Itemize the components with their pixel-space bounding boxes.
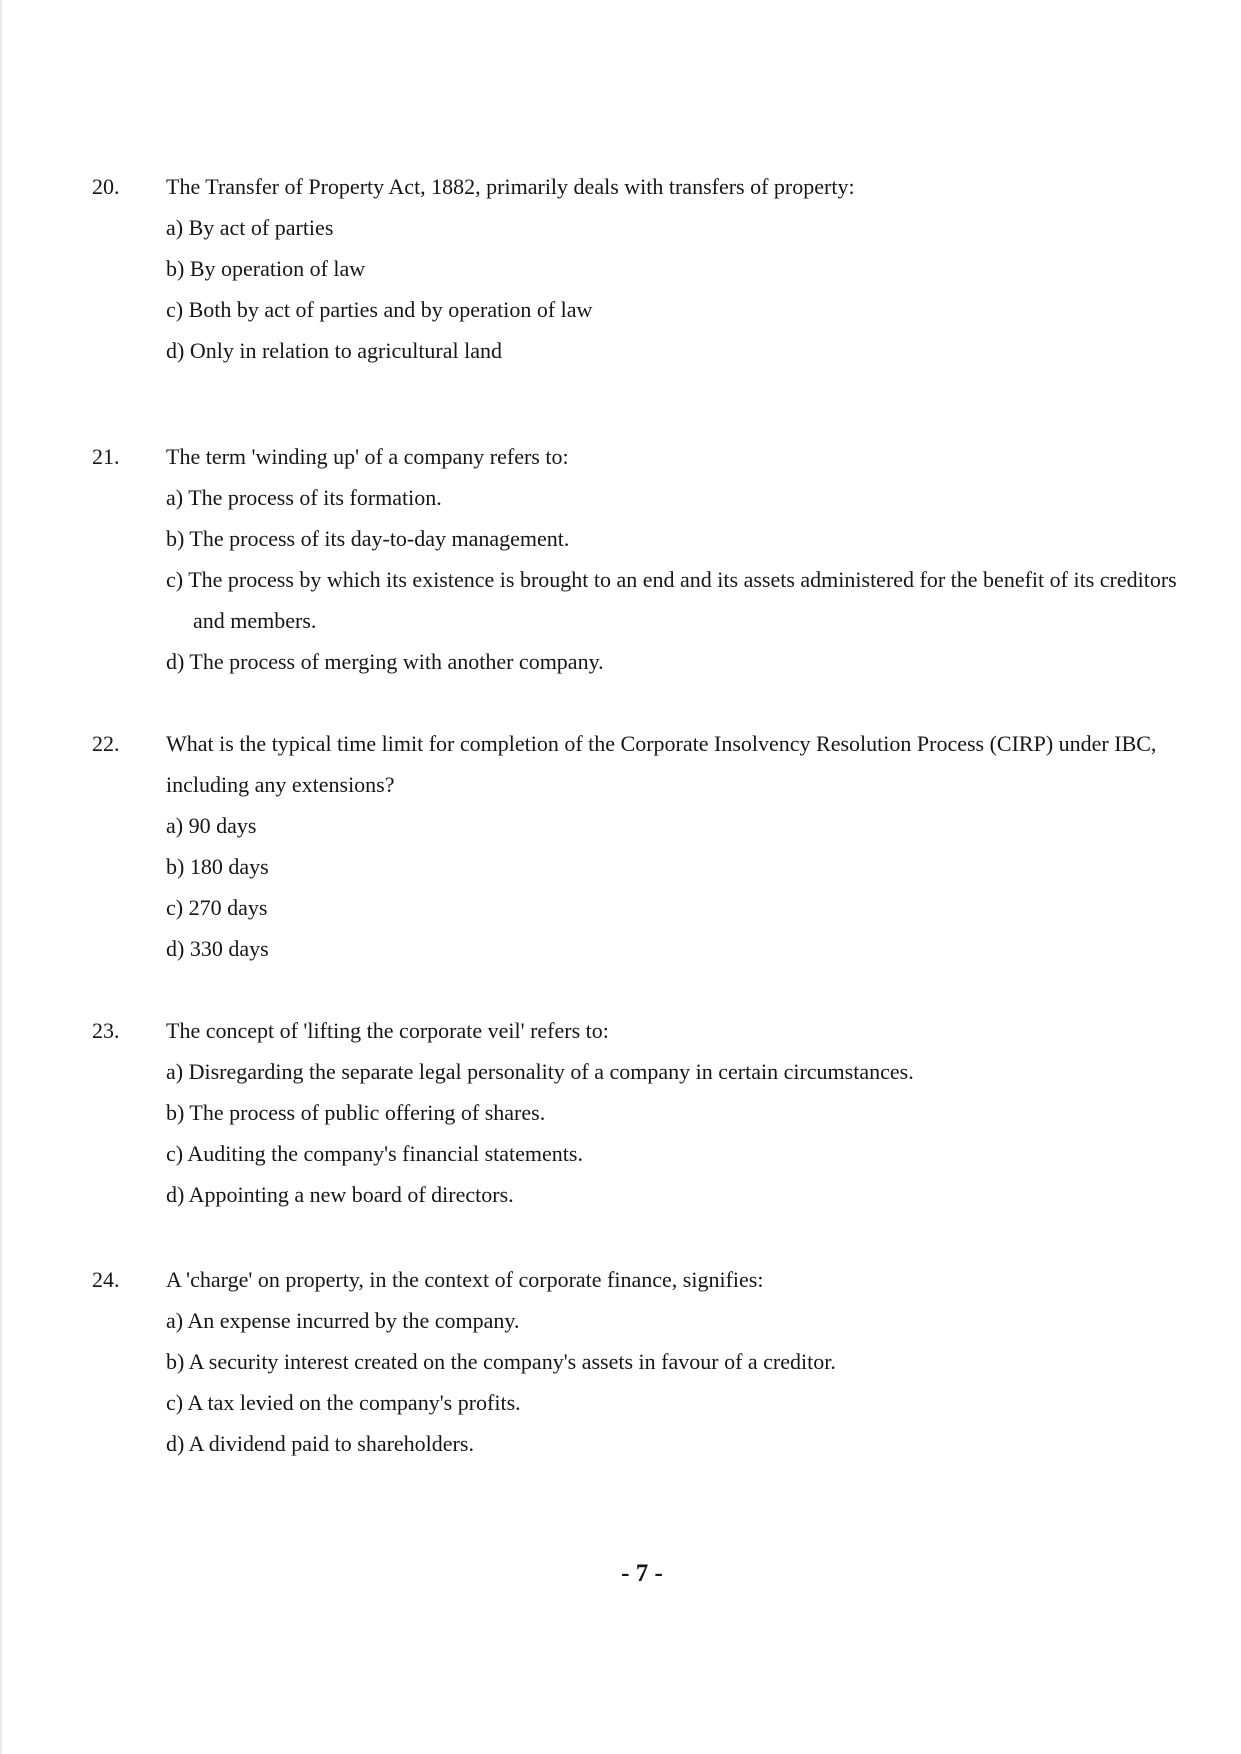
question-body bbox=[166, 436, 1196, 682]
option-list bbox=[166, 805, 1196, 969]
option-a: a) The process of its formation. bbox=[166, 485, 442, 510]
question-number: 20. bbox=[92, 174, 120, 199]
option-list bbox=[166, 1300, 1196, 1464]
option-a: a) By act of parties bbox=[166, 215, 334, 240]
question-body bbox=[166, 1010, 1196, 1215]
option-list bbox=[166, 207, 1196, 371]
option-c: c) Auditing the company's financial statements. bbox=[166, 1141, 583, 1166]
question-text: A 'charge' on property, in the context of corporate finance, signifies: bbox=[166, 1267, 764, 1292]
question-body bbox=[166, 166, 1196, 371]
question-body bbox=[166, 1259, 1196, 1464]
option-d: d) Only in relation to agricultural land bbox=[166, 338, 503, 363]
question-number: 23. bbox=[92, 1018, 120, 1043]
scan-edge bbox=[0, 0, 3, 1754]
option-b: b) The process of its day-to-day management. bbox=[166, 526, 570, 551]
option-c: c) 270 days bbox=[166, 895, 268, 920]
option-d: d) The process of merging with another company. bbox=[166, 649, 604, 674]
question-text: What is the typical time limit for completion of the Corporate Insolvency Resolution Process (CIRP) under IBC, including any extensions? bbox=[166, 731, 1157, 797]
option-c: c) A tax levied on the company's profits. bbox=[166, 1390, 521, 1415]
option-b: b) By operation of law bbox=[166, 256, 366, 281]
question-number: 24. bbox=[92, 1267, 120, 1292]
question-text: The term 'winding up' of a company refers to: bbox=[166, 444, 569, 469]
option-list bbox=[166, 477, 1196, 682]
option-d: d) Appointing a new board of directors. bbox=[166, 1182, 514, 1207]
option-c: c) The process by which its existence is brought to an end and its assets administered for the benefit of its creditors and members. bbox=[166, 567, 1177, 633]
option-list bbox=[166, 1051, 1196, 1215]
option-b: b) The process of public offering of shares. bbox=[166, 1100, 546, 1125]
option-a: a) An expense incurred by the company. bbox=[166, 1308, 520, 1333]
question-body bbox=[166, 723, 1196, 969]
question-number: 21. bbox=[92, 444, 120, 469]
option-a: a) 90 days bbox=[166, 813, 257, 838]
question-number: 22. bbox=[92, 731, 120, 756]
option-b: b) A security interest created on the company's assets in favour of a creditor. bbox=[166, 1349, 836, 1374]
question-text: The concept of 'lifting the corporate veil' refers to: bbox=[166, 1018, 609, 1043]
option-d: d) 330 days bbox=[166, 936, 269, 961]
option-d: d) A dividend paid to shareholders. bbox=[166, 1431, 474, 1456]
question-text: The Transfer of Property Act, 1882, primarily deals with transfers of property: bbox=[166, 174, 855, 199]
page-number: - 7 - bbox=[621, 1560, 663, 1587]
option-b: b) 180 days bbox=[166, 854, 269, 879]
option-c: c) Both by act of parties and by operation of law bbox=[166, 297, 593, 322]
option-a: a) Disregarding the separate legal personality of a company in certain circumstances. bbox=[166, 1059, 914, 1084]
